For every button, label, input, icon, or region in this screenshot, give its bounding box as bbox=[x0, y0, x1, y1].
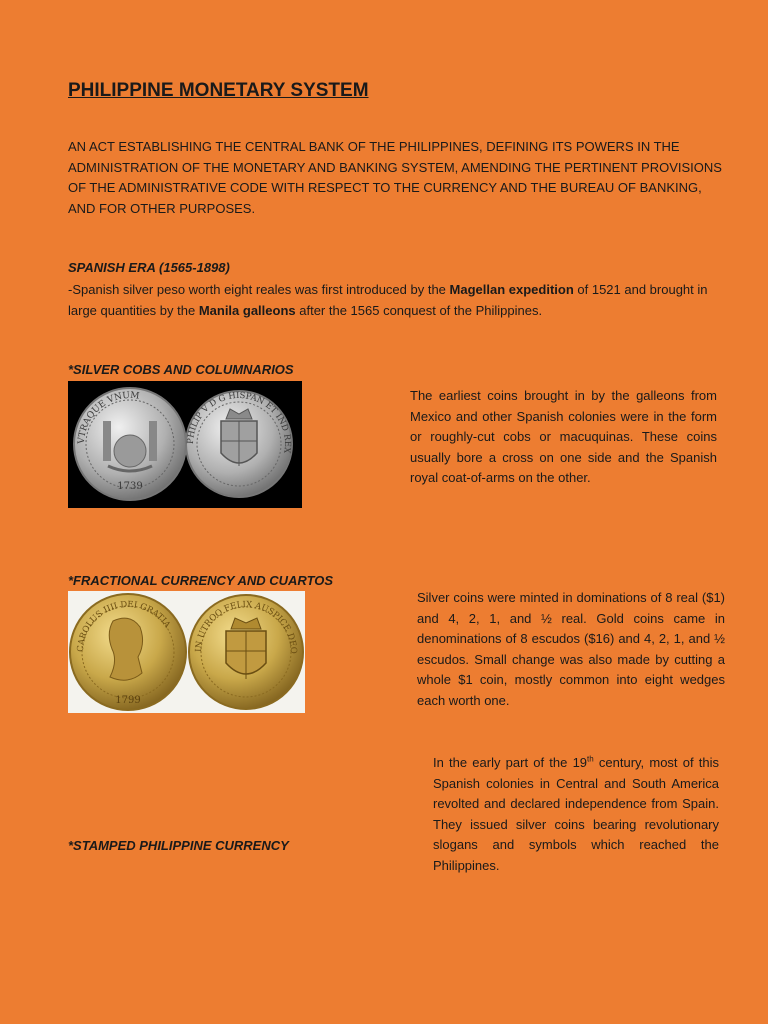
silver-left-legend: VTRAQUE VNUM bbox=[76, 390, 140, 445]
page-title: PHILIPPINE MONETARY SYSTEM bbox=[68, 80, 369, 101]
era-bold-galleons: Manila galleons bbox=[198, 302, 296, 318]
silver-coins-image bbox=[68, 381, 302, 508]
era-text-2: of 1521 and brought in large quantities by the bbox=[68, 282, 708, 318]
stamped-currency-text bbox=[433, 753, 719, 876]
fractional-currency-heading: *FRACTIONAL CURRENCY AND CUARTOS bbox=[68, 573, 334, 588]
silver-coin-obverse bbox=[186, 391, 292, 497]
intro-paragraph: AN ACT ESTABLISHING THE CENTRAL BANK OF THE PHILIPPINES, DEFINING ITS POWERS IN THE ADMINISTRATION OF THE MONETARY AND BANKING SYSTEM, AMENDING THE PERTINENT PROVISIONS OF THE ADMINISTRATIVE CODE WITH RESPECT TO THE CURRENCY AND THE BUREAU OF BANKING, AND FOR OTHER PURPOSES. bbox=[68, 139, 722, 216]
spanish-era-heading: SPANISH ERA (1565-1898) bbox=[68, 260, 230, 275]
gold-coin-arms bbox=[189, 595, 303, 709]
silver-right-legend: PHILIP V D G HISPAN ET IND REX bbox=[185, 390, 293, 454]
silver-left-date: 1739 bbox=[117, 481, 143, 492]
stamped-text-sup: th bbox=[587, 754, 594, 764]
gold-left-date: 1799 bbox=[115, 695, 141, 706]
silver-cobs-text: The earliest coins brought in by the galleons from Mexico and other Spanish colonies were in the form or roughly-cut cobs or macuquinas. These coins usually bore a cross on one side and the Spanish royal coat-of-arms on the other. bbox=[410, 388, 717, 485]
silver-coin-reverse bbox=[74, 388, 186, 500]
stamped-text-2: century, most of this Spanish colonies in Central and South America revolted and declared independence from Spain. They issued silver coins bearing revolutionary slogans and symbols which reached the Philippines. bbox=[433, 755, 719, 873]
fractional-currency-text: Silver coins were minted in dominations of 8 real ($1) and 4, 2, 1, and ½ real. Gold coins came in denominations of 8 escudos ($16) and 4, 2, 1, and ½ escudos. Small change was also made by cutting a whole $1 coin, mostly common into eight wedges each worth one. bbox=[417, 590, 725, 708]
silver-cobs-heading: *SILVER COBS AND COLUMNARIOS bbox=[68, 362, 294, 377]
era-bold-magellan: Magellan expedition bbox=[449, 282, 574, 297]
era-text-3: after the 1565 conquest of the Philippines. bbox=[295, 302, 543, 318]
era-text-1: -Spanish silver peso worth eight reales was first introduced by the bbox=[68, 282, 450, 297]
spanish-era-body bbox=[68, 280, 733, 321]
gold-coins-image bbox=[68, 591, 305, 713]
stamped-text-1: In the early part of the 19 bbox=[433, 755, 588, 770]
gold-right-legend: IN UTROQ FELIX AUSPICE DEO bbox=[193, 599, 299, 654]
gold-left-legend: CAROLUS IIII DEI GRATIA bbox=[75, 599, 173, 653]
gold-coin-portrait bbox=[70, 594, 186, 710]
stamped-currency-heading: *STAMPED PHILIPPINE CURRENCY bbox=[68, 838, 289, 853]
